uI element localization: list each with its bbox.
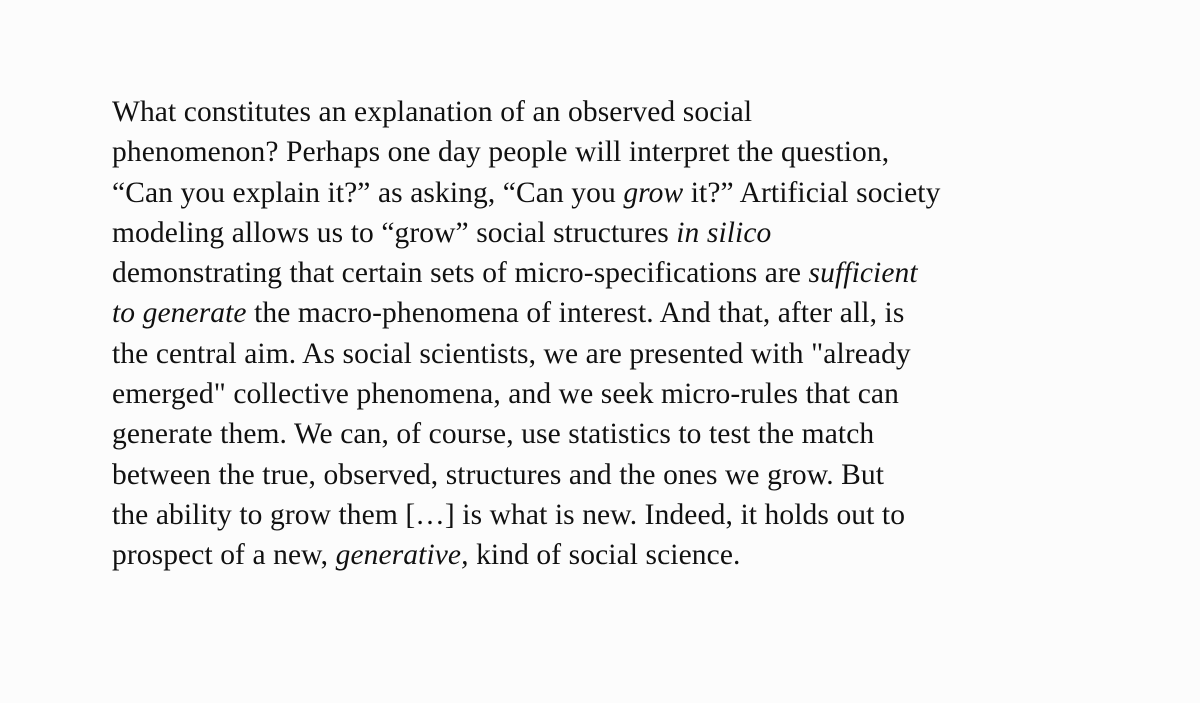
text-run: modeling allows us to “grow” social structures: [112, 216, 677, 249]
text-run: demonstrating that certain sets of micro-specifications are: [112, 257, 809, 290]
quote-line: [112, 132, 1200, 172]
text-run: between the true, observed, structures and the ones we grow. But: [112, 458, 885, 491]
quote-line: [112, 535, 1200, 575]
quote-line: [112, 495, 1200, 535]
quote-line: [112, 374, 1200, 414]
quote-line: [112, 173, 1200, 213]
emphasis-run: to generate: [112, 297, 247, 330]
text-run: prospect of a new,: [112, 539, 336, 572]
emphasis-run: sufficient: [808, 257, 918, 290]
text-run: generate them. We can, of course, use statistics to test the match: [112, 418, 875, 451]
text-run: the macro-phenomena of interest. And that, after all, is: [246, 297, 905, 330]
quote-line: [112, 92, 1200, 132]
quote-line: [112, 334, 1200, 374]
text-run: kind of social science.: [468, 539, 741, 572]
quote-line: [112, 293, 1200, 333]
emphasis-run: grow: [623, 176, 684, 209]
text-run: “Can you explain it?” as asking, “Can you: [112, 176, 624, 209]
text-run: the central aim. As social scientists, we are presented with "already: [112, 337, 911, 370]
text-run: emerged" collective phenomena, and we seek micro-rules that can: [112, 378, 899, 411]
text-run: What constitutes an explanation of an observed social: [112, 96, 753, 128]
emphasis-run: in silico: [676, 216, 772, 249]
quote-line: [112, 213, 1200, 253]
text-run: it?” Artificial society: [683, 176, 941, 209]
quote-line: [112, 414, 1200, 454]
text-run: phenomenon? Perhaps one day people will interpret the question,: [112, 136, 890, 169]
emphasis-run: generative,: [335, 539, 469, 572]
text-run: the ability to grow them […] is what is new. Indeed, it holds out to: [112, 498, 906, 531]
quote-paragraph: [112, 92, 1200, 576]
quote-line: [112, 455, 1200, 495]
quote-line: [112, 253, 1200, 293]
